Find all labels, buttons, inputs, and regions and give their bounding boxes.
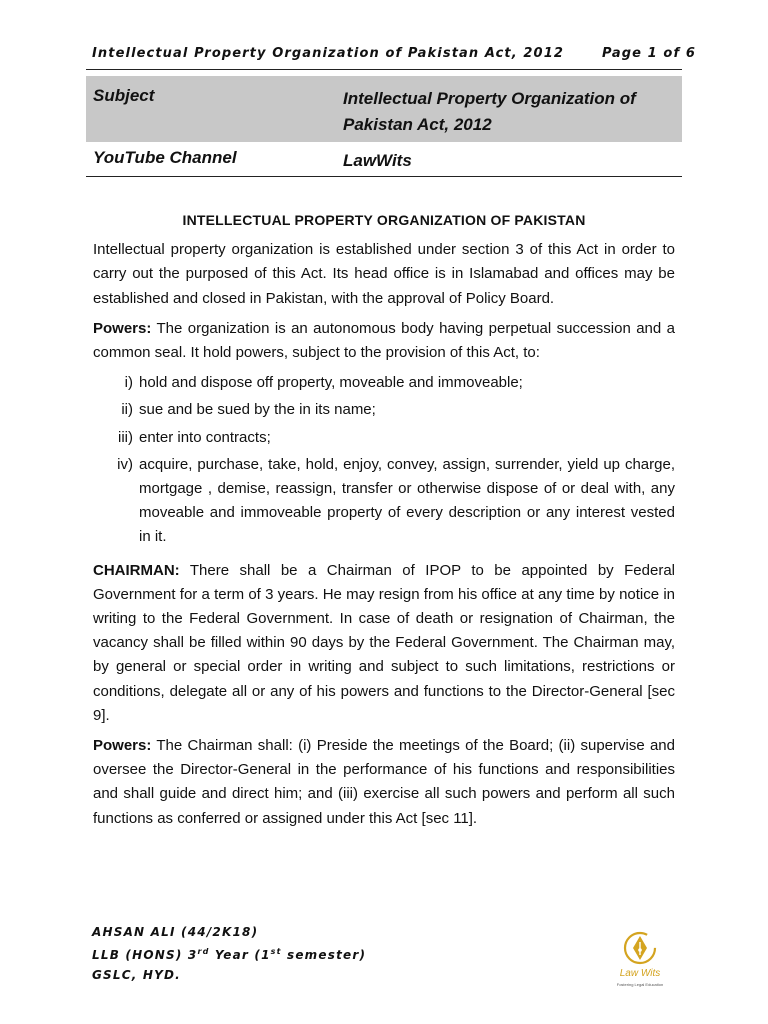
course-superscript: st — [270, 947, 282, 956]
law-wits-logo — [610, 928, 670, 992]
channel-value: LawWits — [343, 151, 412, 170]
header-divider — [86, 69, 682, 70]
course-text: semester) — [281, 948, 367, 962]
chairman-powers-label: Powers: — [93, 737, 152, 755]
section-heading: INTELLECTUAL PROPERTY ORGANIZATION OF PAKISTAN — [182, 212, 586, 228]
list-item — [93, 453, 675, 550]
document-body — [93, 208, 675, 837]
list-item-number: iii) — [118, 428, 133, 446]
powers-text: The organization is an autonomous body having perpetual succession and a common seal. It hold powers, subject to the provision of this Act, to: — [93, 319, 675, 362]
powers-list — [93, 371, 675, 549]
college-name: GSLC, HYD. — [92, 968, 181, 982]
list-item — [93, 398, 675, 422]
list-item-text: hold and dispose off property, moveable and immoveable; — [139, 374, 523, 392]
chairman-paragraph — [93, 559, 675, 728]
pen-nib-circle-icon — [610, 928, 670, 968]
author-footer — [92, 922, 366, 985]
list-item — [93, 426, 675, 450]
channel-label: YouTube Channel — [93, 148, 237, 167]
course-superscript: rd — [197, 947, 210, 956]
intro-paragraph: Intellectual property organization is established under section 3 of this Act in order to carry out the purposed of this Act. Its head office is in Islamabad and offices may be established and closed in Pakistan, with the approval of Policy Board. — [93, 241, 675, 307]
subject-row — [86, 76, 682, 142]
chairman-powers-paragraph — [93, 734, 675, 831]
powers-label: Powers: — [93, 319, 152, 337]
chairman-text: There shall be a Chairman of IPOP to be appointed by Federal Government for a term of 3 years. He may resign from his office at any time by notice in writing to the Federal Government. In case of death or resignation of Chairman, the vacancy shall be filled within 90 days by the Federal Government. The Chairman may, by general or special order in writing and subject to such limitations, restrictions or conditions, delegate all or any of his powers and functions to the Director-General [sec 9]. — [93, 561, 675, 724]
course-line — [92, 942, 366, 965]
course-text: Year (1 — [209, 948, 271, 962]
subject-label: Subject — [93, 86, 155, 105]
list-item-number: i) — [124, 374, 133, 392]
page-header — [92, 46, 696, 68]
powers-paragraph — [93, 317, 675, 365]
logo-tagline: Fostering Legal Education — [616, 982, 664, 987]
info-table — [86, 76, 682, 177]
logo-name: Law Wits — [619, 968, 661, 979]
list-item-number: iv) — [117, 455, 133, 473]
list-item-text: enter into contracts; — [139, 428, 271, 446]
document-title: Intellectual Property Organization of Pakistan Act, 2012 — [92, 46, 564, 61]
list-item-text: acquire, purchase, take, hold, enjoy, convey, assign, surrender, yield up charge, mortgage , demise, reassign, transfer or otherwise dispose of or deal with, any moveable and immoveable property of every description or any interest vested in it. — [139, 455, 675, 546]
course-text: LLB (HONS) 3 — [92, 948, 198, 962]
page-number: Page 1 of 6 — [602, 46, 696, 61]
chairman-powers-text: The Chairman shall: (i) Preside the meetings of the Board; (ii) supervise and oversee the Director-General in the performance of his functions and responsibilities and shall guide and direct him; and (iii) exercise all such powers and perform all such functions as conferred or assigned under this Act [sec 11]. — [93, 737, 675, 827]
list-item-number: ii) — [121, 401, 133, 419]
list-item — [93, 371, 675, 395]
chairman-label: CHAIRMAN: — [93, 561, 180, 579]
author-name: AHSAN ALI (44/2K18) — [92, 925, 259, 939]
list-item-text: sue and be sued by the in its name; — [139, 401, 376, 419]
channel-row — [86, 142, 682, 177]
subject-value: Intellectual Property Organization of Pakistan Act, 2012 — [343, 89, 636, 134]
